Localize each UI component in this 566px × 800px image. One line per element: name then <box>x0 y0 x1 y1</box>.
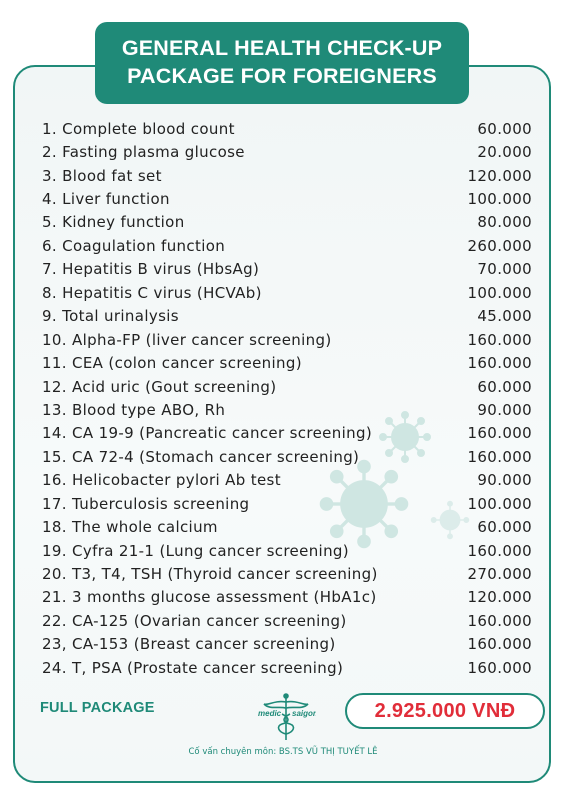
item-price: 160.000 <box>467 424 532 443</box>
item-price: 60.000 <box>477 518 532 537</box>
page-title <box>95 22 469 104</box>
title-line-1: GENERAL HEALTH CHECK-UP <box>121 36 443 60</box>
item-price: 100.000 <box>467 190 532 209</box>
list-item <box>42 281 534 304</box>
item-price: 160.000 <box>467 330 532 349</box>
item-label: 5. Kidney function <box>42 213 185 232</box>
item-label: 20. T3, T4, TSH (Thyroid cancer screening) <box>42 565 378 584</box>
item-price: 160.000 <box>467 658 532 677</box>
list-item <box>42 515 534 538</box>
item-price: 160.000 <box>467 354 532 373</box>
item-price: 160.000 <box>467 447 532 466</box>
item-price: 160.000 <box>467 611 532 630</box>
total-price-badge: 2.925.000 VNĐ <box>345 693 545 729</box>
list-item <box>42 328 534 351</box>
list-item <box>42 539 534 562</box>
item-label: 10. Alpha-FP (liver cancer screening) <box>42 330 332 349</box>
item-price: 270.000 <box>467 565 532 584</box>
list-item <box>42 469 534 492</box>
item-price: 100.000 <box>467 283 532 302</box>
item-label: 9. Total urinalysis <box>42 307 179 326</box>
item-label: 19. Cyfra 21-1 (Lung cancer screening) <box>42 541 350 560</box>
item-label: 11. CEA (colon cancer screening) <box>42 354 302 373</box>
caduceus-logo-icon <box>256 692 316 744</box>
item-price: 80.000 <box>477 213 532 232</box>
list-item <box>42 492 534 515</box>
item-price: 160.000 <box>467 541 532 560</box>
service-list <box>42 117 534 680</box>
list-item <box>42 445 534 468</box>
item-label: 6. Coagulation function <box>42 236 226 255</box>
item-label: 21. 3 months glucose assessment (HbA1c) <box>42 588 377 607</box>
list-item <box>42 117 534 140</box>
logo-text-right: saigon <box>292 709 316 718</box>
list-item <box>42 562 534 585</box>
logo-text-left: medic <box>258 709 282 718</box>
item-price: 160.000 <box>467 635 532 654</box>
list-item <box>42 375 534 398</box>
item-label: 14. CA 19-9 (Pancreatic cancer screening) <box>42 424 373 443</box>
item-label: 2. Fasting plasma glucose <box>42 143 245 162</box>
list-item <box>42 586 534 609</box>
item-label: 13. Blood type ABO, Rh <box>42 400 226 419</box>
item-price: 90.000 <box>477 400 532 419</box>
list-item <box>42 633 534 656</box>
item-label: 8. Hepatitis C virus (HCVAb) <box>42 283 262 302</box>
list-item <box>42 258 534 281</box>
item-price: 70.000 <box>477 260 532 279</box>
item-label: 4. Liver function <box>42 190 170 209</box>
list-item <box>42 140 534 163</box>
item-label: 15. CA 72-4 (Stomach cancer screening) <box>42 447 360 466</box>
list-item <box>42 656 534 679</box>
list-item <box>42 187 534 210</box>
list-item <box>42 305 534 328</box>
list-item <box>42 398 534 421</box>
item-price: 60.000 <box>477 377 532 396</box>
medicsaigon-logo <box>256 692 316 744</box>
full-package-label: FULL PACKAGE <box>40 700 155 716</box>
list-item <box>42 164 534 187</box>
item-price: 120.000 <box>467 588 532 607</box>
item-label: 1. Complete blood count <box>42 119 235 138</box>
advisor-credit: Cố vấn chuyên môn: BS.TS VŨ THỊ TUYẾT LÊ <box>188 747 378 757</box>
item-label: 16. Helicobacter pylori Ab test <box>42 471 281 490</box>
title-line-2: PACKAGE FOR FOREIGNERS <box>127 64 437 88</box>
list-item <box>42 351 534 374</box>
item-label: 18. The whole calcium <box>42 518 218 537</box>
item-price: 90.000 <box>477 471 532 490</box>
item-price: 100.000 <box>467 494 532 513</box>
item-label: 23, CA-153 (Breast cancer screening) <box>42 635 336 654</box>
list-item <box>42 234 534 257</box>
item-label: 24. T, PSA (Prostate cancer screening) <box>42 658 344 677</box>
item-label: 17. Tuberculosis screening <box>42 494 250 513</box>
item-price: 20.000 <box>477 143 532 162</box>
item-price: 60.000 <box>477 119 532 138</box>
list-item <box>42 422 534 445</box>
item-label: 7. Hepatitis B virus (HbsAg) <box>42 260 260 279</box>
item-label: 22. CA-125 (Ovarian cancer screening) <box>42 611 347 630</box>
list-item <box>42 211 534 234</box>
item-price: 120.000 <box>467 166 532 185</box>
item-price: 45.000 <box>477 307 532 326</box>
item-label: 3. Blood fat set <box>42 166 162 185</box>
list-item <box>42 609 534 632</box>
item-price: 260.000 <box>467 236 532 255</box>
item-label: 12. Acid uric (Gout screening) <box>42 377 277 396</box>
